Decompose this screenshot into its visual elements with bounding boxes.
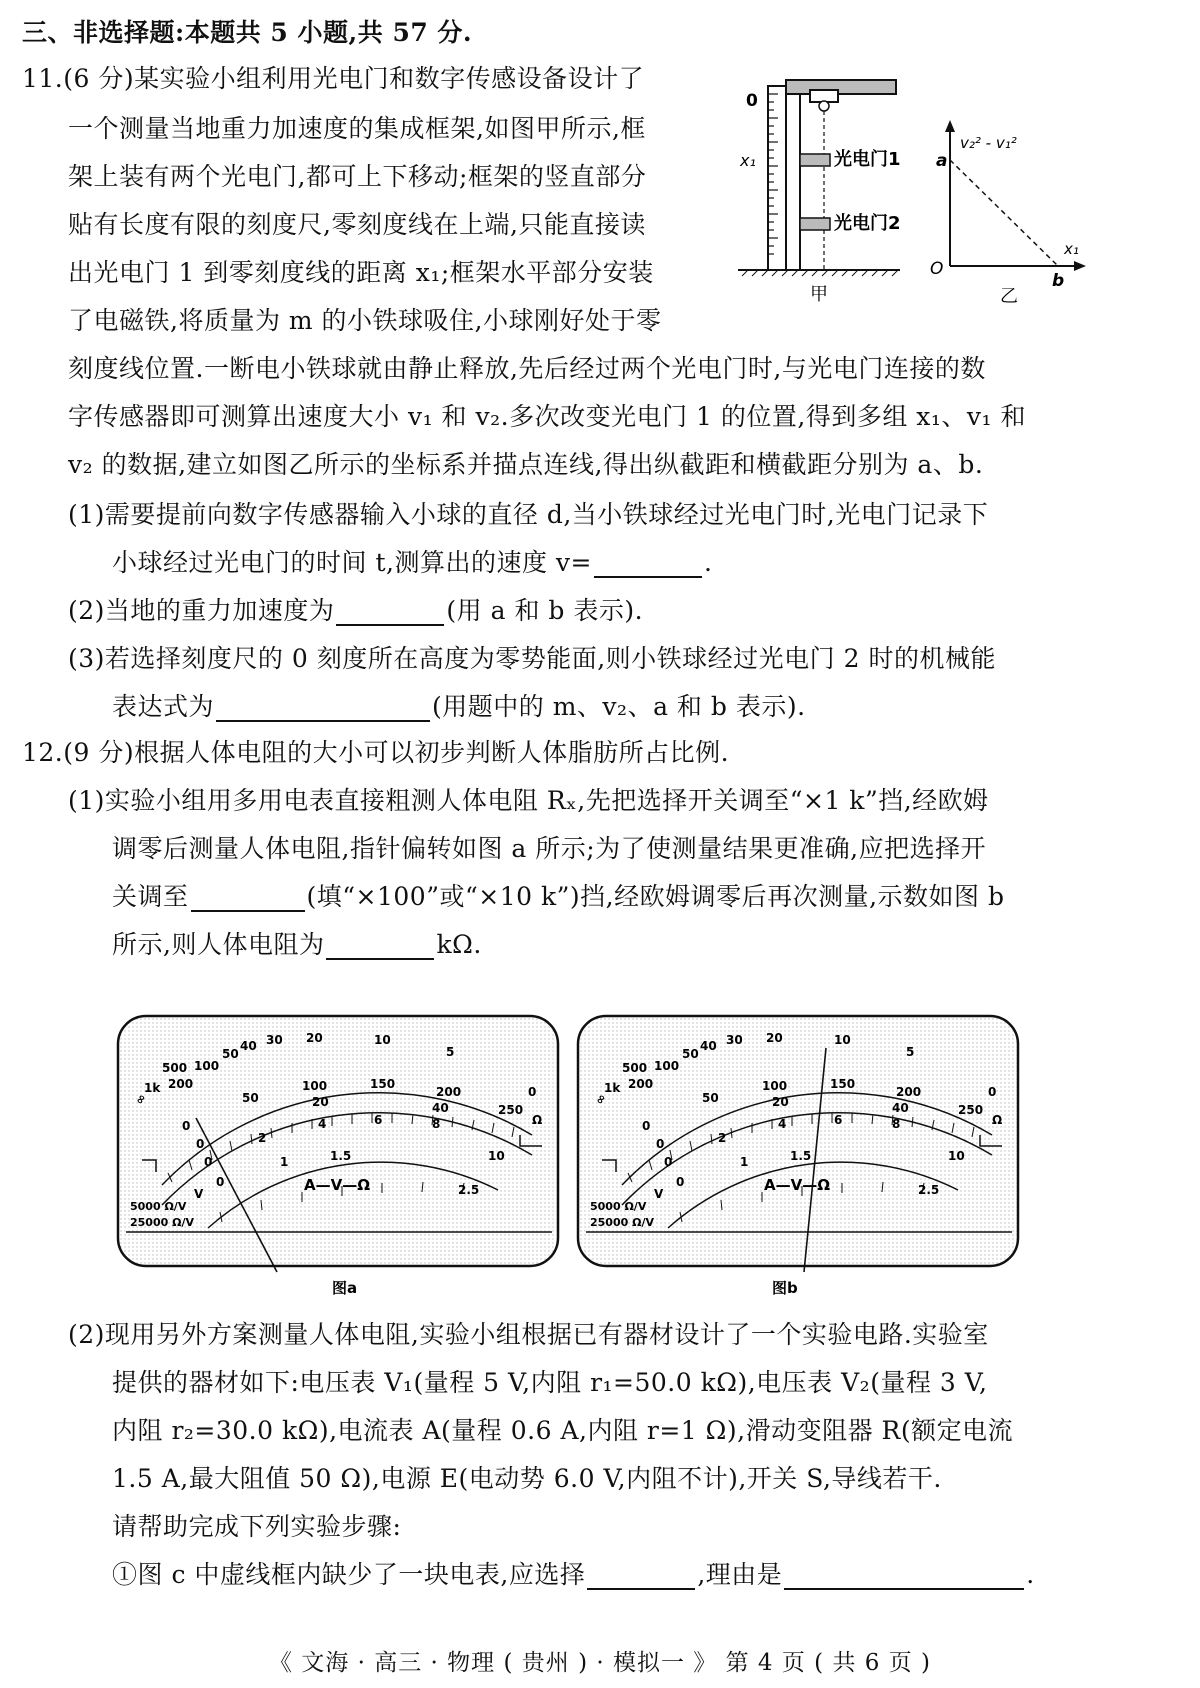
q12-intro: 12.(9 分)根据人体电阻的大小可以初步判断人体脂肪所占比例. — [22, 738, 730, 767]
meter-a-omega: Ω — [532, 1113, 543, 1127]
meter-b-ohm-label-1: 1k — [604, 1081, 621, 1095]
meter-a-dc3-1: 2 — [258, 1131, 267, 1145]
meter-b-dc3-2: 4 — [778, 1117, 787, 1131]
meter-a-dc2-2: 20 — [312, 1095, 329, 1109]
meter-a-dc-4: 200 — [436, 1085, 462, 1099]
answer-blank-reason[interactable] — [784, 1562, 1024, 1590]
meter-b-dc3-5: 10 — [948, 1149, 965, 1163]
meter-b-omega: Ω — [992, 1113, 1003, 1127]
meter-b-dc3-3: 6 — [834, 1113, 843, 1127]
meter-b-sens1: 5000 Ω/V — [590, 1200, 647, 1213]
meter-a-dc2-4: 40 — [432, 1101, 449, 1115]
meter-a-ohm-label-3: 200 — [168, 1077, 194, 1091]
answer-blank-range[interactable] — [191, 884, 305, 912]
q12-part1-line2: 调零后测量人体电阻,指针偏转如图 a 所示;为了使测量结果更准确,应把选择开 — [112, 834, 987, 863]
q12-part2-line4: 1.5 A,最大阻值 50 Ω),电源 E(电动势 6.0 V,内阻不计),开关 S,导线若干. — [112, 1464, 942, 1493]
meter-a-ohm-label-7: 30 — [266, 1033, 283, 1047]
meter-a-ohm-label-9: 10 — [374, 1033, 391, 1047]
q12-part2-line1: (2)现用另外方案测量人体电阻,实验小组根据已有器材设计了一个实验电路.实验室 — [68, 1320, 989, 1349]
q11-part2-end: (用 a 和 b 表示). — [446, 596, 644, 625]
meter-b-dc-5: 250 — [958, 1103, 984, 1117]
meter-b-dc3-0: 0 — [664, 1155, 673, 1169]
meter-figures — [112, 1010, 1112, 1300]
meter-a-dc3-0: 0 — [204, 1155, 213, 1169]
q11-part1-line2 — [112, 548, 712, 578]
meter-a-dc-5: 250 — [498, 1103, 524, 1117]
meter-b-ohm-label-2: 500 — [622, 1061, 648, 1075]
q11-line-5: 出光电门 1 到零刻度线的距离 x₁;框架水平部分安装 — [68, 258, 654, 287]
q12-part2-line5: 请帮助完成下列实验步骤: — [112, 1512, 402, 1541]
meter-b-v: V — [654, 1187, 664, 1201]
frame-post — [786, 80, 800, 270]
caption-meter-a: 图a — [332, 1279, 358, 1297]
q11-part3-end: (用题中的 m、v₂、a 和 b 表示). — [432, 692, 806, 721]
meter-b-ohm-label-8: 20 — [766, 1031, 783, 1045]
q12-part1-text3b: (填“×100”或“×10 k”)挡,经欧姆调零后再次测量,示数如图 b — [306, 882, 1005, 911]
meter-b-dc2-4: 40 — [892, 1101, 909, 1115]
meter-a-dc3-5: 10 — [488, 1149, 505, 1163]
yi-a-label: a — [936, 151, 948, 171]
q12-part1-line4 — [112, 930, 482, 960]
yi-xlabel: x₁ — [1064, 240, 1079, 258]
meter-a-ohm-label-1: 1k — [144, 1081, 161, 1095]
meter-b-dc-2: 100 — [762, 1079, 788, 1093]
meter-a-dc-2: 100 — [302, 1079, 328, 1093]
answer-blank-resistance[interactable] — [326, 932, 434, 960]
meter-b-title: A—V—Ω — [764, 1176, 830, 1194]
q11-line-3: 架上装有两个光电门,都可上下移动;框架的竖直部分 — [68, 162, 647, 191]
answer-blank-v[interactable] — [594, 550, 702, 578]
q11-part1-end: . — [703, 548, 713, 577]
meter-b-ac-0: 0 — [676, 1175, 685, 1189]
meter-a-ac-3: 1.5 — [330, 1149, 352, 1163]
meter-b — [578, 1016, 1018, 1297]
meter-b-dc-1: 50 — [702, 1091, 719, 1105]
meter-a-v: V — [194, 1187, 204, 1201]
caption-meter-b: 图b — [772, 1279, 798, 1297]
q12-part1-line1: (1)实验小组用多用电表直接粗测人体电阻 Rₓ,先把选择开关调至“×1 k”挡,经欧姆 — [68, 786, 989, 815]
caption-yi: 乙 — [1000, 286, 1018, 307]
meter-a-ac-0: 0 — [216, 1175, 225, 1189]
meter-b-dc2-0: 0 — [656, 1137, 665, 1151]
electromagnet — [810, 90, 838, 102]
meter-b-ohm-label-10: 5 — [906, 1045, 915, 1059]
meter-a-sens1: 5000 Ω/V — [130, 1200, 187, 1213]
meter-a-dc3-2: 4 — [318, 1117, 327, 1131]
q12-part2-text6b: ,理由是 — [697, 1560, 783, 1589]
q12-part1-unit: kΩ. — [436, 930, 482, 959]
meter-b-ohm-label-7: 30 — [726, 1033, 743, 1047]
yi-b-label: b — [1052, 271, 1065, 291]
ruler-zero-label: 0 — [746, 91, 758, 111]
q11-line-4: 贴有长度有限的刻度尺,零刻度线在上端,只能直接读 — [68, 210, 646, 239]
gate1-label: 光电门1 — [834, 149, 901, 170]
fit-line — [950, 160, 1058, 266]
x1-label: x₁ — [740, 151, 756, 170]
meter-a-ohm-label-4: 100 — [194, 1059, 220, 1073]
q12-part1-text4: 所示,则人体电阻为 — [112, 930, 325, 959]
meter-a-ohm-label-8: 20 — [306, 1031, 323, 1045]
meter-a-dc-3: 150 — [370, 1077, 396, 1091]
x-arrow — [1074, 261, 1086, 271]
meter-b-ohm-label-9: 10 — [834, 1033, 851, 1047]
answer-blank-meter[interactable] — [587, 1562, 695, 1590]
q11-line-6: 了电磁铁,将质量为 m 的小铁球吸住,小球刚好处于零 — [68, 306, 662, 335]
meter-b-ohm-label-4: 100 — [654, 1059, 680, 1073]
section-title: 三、非选择题:本题共 5 小题,共 57 分. — [22, 18, 473, 47]
meter-b-ohm-label-11: 0 — [988, 1085, 997, 1099]
meter-b-sens2: 25000 Ω/V — [590, 1216, 654, 1229]
answer-blank-energy[interactable] — [216, 694, 430, 722]
meter-b-dc2-2: 20 — [772, 1095, 789, 1109]
meter-b-ohm-label-6: 40 — [700, 1039, 717, 1053]
meter-a-dc3-3: 6 — [374, 1113, 383, 1127]
meter-b-dc-3: 150 — [830, 1077, 856, 1091]
q11-line-8: 字传感器即可测算出速度大小 v₁ 和 v₂.多次改变光电门 1 的位置,得到多组 x₁、v₁ 和 — [68, 402, 1026, 431]
figure-yi — [928, 108, 1098, 308]
meter-b-ohm-label-0: ∞ — [591, 1091, 610, 1107]
meter-a-ohm-label-10: 5 — [446, 1045, 455, 1059]
q12-part1-text3: 关调至 — [112, 882, 189, 911]
meter-a-ac-2: 1 — [280, 1155, 289, 1169]
meter-a-title: A—V—Ω — [304, 1176, 370, 1194]
page-footer: 《 文海 · 高三 · 物理 ( 贵州 ) · 模拟一 》 第 4 页 ( 共 6 页 ) — [268, 1650, 931, 1676]
meter-a-ohm-label-11: 0 — [528, 1085, 537, 1099]
gate2-label: 光电门2 — [834, 213, 901, 234]
q11-line-7: 刻度线位置.一断电小铁球就由静止释放,先后经过两个光电门时,与光电门连接的数 — [68, 354, 986, 383]
q11-line-9: v₂ 的数据,建立如图乙所示的坐标系并描点连线,得出纵截距和横截距分别为 a、b. — [68, 450, 984, 479]
q11-part2 — [68, 596, 643, 626]
meter-b-dc-0: 0 — [642, 1119, 651, 1133]
ruler — [768, 86, 786, 270]
meter-a-dc-0: 0 — [182, 1119, 191, 1133]
figure-jia — [730, 66, 930, 312]
q12-part1-line3 — [112, 882, 1005, 912]
y-arrow — [945, 120, 955, 132]
answer-blank-g[interactable] — [336, 598, 444, 626]
q11-line-2: 一个测量当地重力加速度的集成框架,如图甲所示,框 — [68, 114, 646, 143]
meter-b-ac-2: 1 — [740, 1155, 749, 1169]
q12-part2-line2: 提供的器材如下:电压表 V₁(量程 5 V,内阻 r₁=50.0 kΩ),电压表 V₂(量程 3 V, — [112, 1368, 988, 1397]
meter-b-dc-4: 200 — [896, 1085, 922, 1099]
meter-a-dc-1: 50 — [242, 1091, 259, 1105]
q11-part3-line2 — [112, 692, 806, 722]
yi-origin-label: O — [930, 259, 944, 279]
meter-a — [118, 1016, 558, 1297]
q12-part2-line6 — [112, 1560, 1035, 1590]
q11-part2-text: (2)当地的重力加速度为 — [68, 596, 335, 625]
frame-arm — [786, 80, 896, 94]
photogate-1 — [800, 154, 830, 166]
q11-part1-text: 小球经过光电门的时间 t,测算出的速度 v= — [112, 548, 592, 577]
meter-b-ac-3: 1.5 — [790, 1149, 812, 1163]
meter-a-ohm-label-6: 40 — [240, 1039, 257, 1053]
meter-a-dc2-0: 0 — [196, 1137, 205, 1151]
q11-part3-text: 表达式为 — [112, 692, 215, 721]
caption-jia: 甲 — [810, 284, 828, 305]
photogate-2 — [800, 218, 830, 230]
meter-b-ac-5: 2.5 — [918, 1183, 940, 1197]
q12-part2-end: . — [1026, 1560, 1035, 1589]
meter-a-ohm-label-0: ∞ — [131, 1091, 150, 1107]
meter-b-dc3-1: 2 — [718, 1131, 727, 1145]
meter-b-ohm-label-3: 200 — [628, 1077, 654, 1091]
meter-b-ohm-label-5: 50 — [682, 1047, 699, 1061]
q11-part1-line1: (1)需要提前向数字传感器输入小球的直径 d,当小铁球经过光电门时,光电门记录下 — [68, 500, 989, 529]
meter-a-dc3-4: 8 — [432, 1117, 441, 1131]
meter-a-ohm-label-5: 50 — [222, 1047, 239, 1061]
q11-line-1: 11.(6 分)某实验小组利用光电门和数字传感设备设计了 — [22, 64, 645, 93]
meter-a-ohm-label-2: 500 — [162, 1061, 188, 1075]
meter-a-sens2: 25000 Ω/V — [130, 1216, 194, 1229]
meter-a-ac-5: 2.5 — [458, 1183, 480, 1197]
q12-part2-line3: 内阻 r₂=30.0 kΩ),电流表 A(量程 0.6 A,内阻 r=1 Ω),滑动变阻器 R(额定电流 — [112, 1416, 1014, 1445]
q12-part2-text6: ①图 c 中虚线框内缺少了一块电表,应选择 — [112, 1560, 586, 1589]
q11-part3-line1: (3)若选择刻度尺的 0 刻度所在高度为零势能面,则小铁球经过光电门 2 时的机械能 — [68, 644, 996, 673]
yi-ylabel: v₂² - v₁² — [960, 134, 1017, 152]
meter-b-dc3-4: 8 — [892, 1117, 901, 1131]
iron-ball — [819, 101, 829, 111]
